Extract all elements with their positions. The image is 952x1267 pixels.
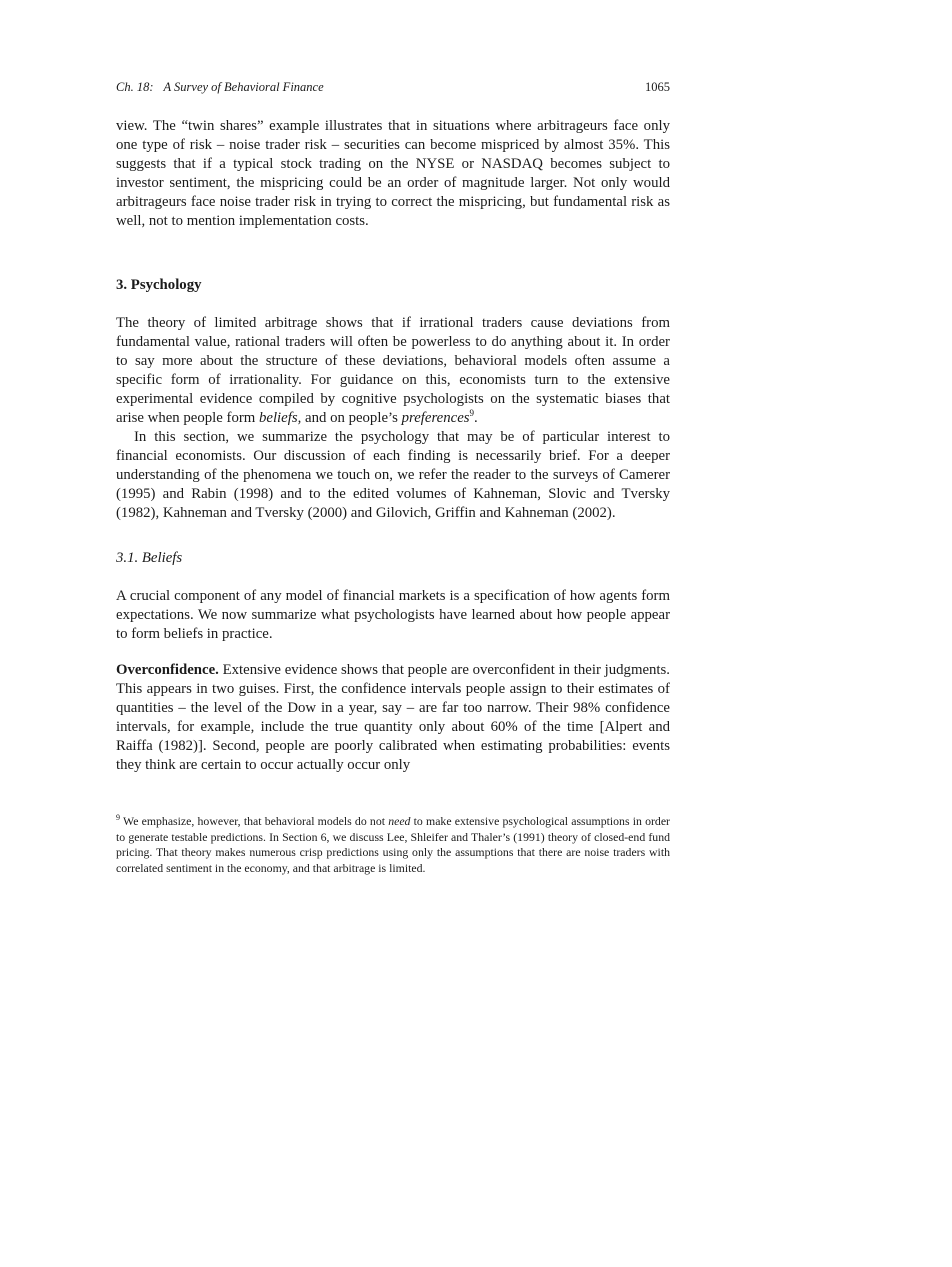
text-run: . [474,410,478,426]
footnote-ref: 9 [469,408,475,419]
chapter-title: A Survey of Behavioral Finance [163,80,324,94]
psychology-paragraph-1 [116,314,670,428]
text-run: We emphasize, however, that behavioral models do not [123,814,389,828]
page [116,80,670,876]
running-header [116,80,670,98]
footnote-9 [116,814,670,876]
running-title [116,80,324,98]
intro-paragraph: view. The “twin shares” example illustrates that in situations where arbitrageurs face only one type of risk – noise trader risk – securities can become mispriced by almost 35%. This suggests that if a typical stock trading on the NYSE or NASDAQ becomes subject to investor sentiment, the mispricing could be an order of magnitude larger. Not only would arbitrageurs face noise trader risk in trying to correct the mispricing, but fundamental risk as well, not to mention implementation costs. [116,118,670,229]
text-run: to make extensive psychological assumptions in order to generate testable predictions. In Section 6, we discuss Lee, Shleifer and Thaler’s (1991) theory of closed-end fund pricing. That theory makes numerous crisp predictions using only the assumptions that there are noise traders with correlated sentiment in the economy, and that arbitrage is limited. [116,814,670,875]
beliefs-emphasis: beliefs, [258,410,302,426]
overconfidence-lead: Overconfidence. [116,662,219,678]
page-number: 1065 [645,80,670,94]
overconfidence-paragraph [116,661,670,775]
subsection-heading-beliefs: 3.1. Beliefs [116,550,183,566]
chapter-number: Ch. 18: [116,80,154,94]
footnote-mark: 9 [116,813,120,823]
text-run: Extensive evidence shows that people are overconfident in their judgments. This appears in two guises. First, the confidence intervals people assign to their estimates of quantities – the level of the Dow in a year, say – are far too narrow. Their 98% confidence intervals, for example, include the true quantity only about 60% of the time [Alpert and Raiffa (1982)]. Second, people are poorly calibrated when estimating probabilities: events they think are certain to occur actually occur only [116,662,670,773]
need-emphasis: need [388,814,411,828]
preferences-emphasis: preferences [401,410,470,426]
psychology-paragraph-2: In this section, we summarize the psychology that may be of particular interest to financial economists. Our discussion of each finding is necessarily brief. For a deeper understanding of the phenomena we touch on, we refer the reader to the surveys of Camerer (1995) and Rabin (1998) and to the edited volumes of Kahneman, Slovic and Tversky (1982), Kahneman and Tversky (2000) and Gilovich, Griffin and Kahneman (2002). [116,429,670,521]
text-run: The theory of limited arbitrage shows that if irrational traders cause deviations from fundamental value, rational traders will often be powerless to do anything about it. In order to say more about the structure of these deviations, behavioral models often assume a specific form of irrationality. For guidance on this, economists turn to the extensive experimental evidence compiled by cognitive psychologists on the systematic biases that arise when people form [116,315,670,426]
beliefs-paragraph: A crucial component of any model of financial markets is a specification of how agents form expectations. We now summarize what psychologists have learned about how people appear to form beliefs in practice. [116,588,670,642]
text-run: and on people’s [301,410,402,426]
section-heading-psychology: 3. Psychology [116,277,202,293]
